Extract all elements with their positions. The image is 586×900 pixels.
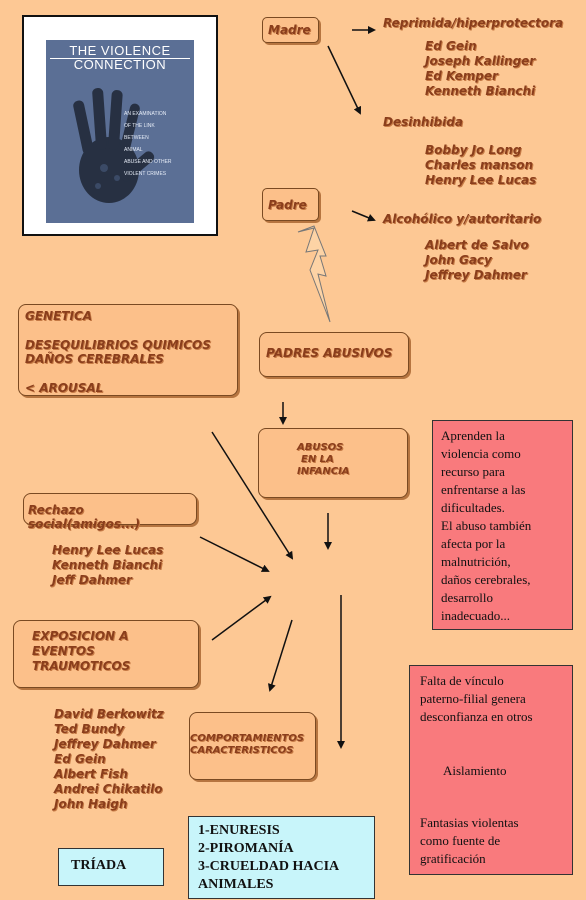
abusos-box	[258, 428, 408, 498]
name-item: Andrei Chikatilo	[54, 782, 163, 796]
exposicion-line1: EXPOSICION A	[32, 629, 129, 643]
padres-abusivos-box	[259, 332, 409, 377]
triada-item: ANIMALES	[198, 877, 274, 892]
genetica-line4: < AROUSAL	[25, 381, 104, 395]
name-item: Henry Lee Lucas	[425, 173, 537, 187]
name-item: Albert Fish	[54, 767, 128, 781]
triada-items-box	[188, 816, 375, 899]
arrow-exposicion-to-center	[212, 597, 270, 640]
book-subtitle-line: BETWEEN	[124, 135, 149, 141]
name-item: John Haigh	[54, 797, 128, 811]
padre-box	[262, 188, 319, 221]
fantasias-line: Fantasias violentas	[420, 815, 519, 830]
abusos-line1: ABUSOS	[297, 442, 344, 453]
triada-item: 2-PIROMANÍA	[198, 841, 294, 856]
name-item: Jeffrey Dahmer	[54, 737, 156, 751]
name-item: Jeffrey Dahmer	[425, 268, 527, 282]
name-item: Joseph Kallinger	[425, 54, 536, 68]
name-item: Ed Gein	[54, 752, 106, 766]
fantasias-line: como fuente de	[420, 833, 501, 848]
book-subtitle-line: OF THE LINK	[124, 123, 155, 129]
genetica-line3: DAÑOS CEREBRALES	[25, 352, 164, 366]
book-cover-image	[22, 15, 218, 236]
book-subtitle-line: ANIMAL	[124, 147, 143, 153]
name-item: Jeff Dahmer	[52, 573, 132, 587]
arrow-center-to-comportamientos	[270, 620, 292, 690]
aprenden-box	[432, 420, 573, 630]
exposicion-line2: EVENTOS	[32, 644, 95, 658]
rechazo-box	[23, 493, 197, 531]
name-item: Ted Bundy	[54, 722, 125, 736]
aprenden-line: Aprenden la	[441, 428, 505, 443]
falta-line: paterno-filial genera	[420, 691, 526, 706]
aprenden-line: dificultades.	[441, 500, 505, 515]
triada-label: TRÍADA	[71, 858, 127, 873]
aprenden-line: inadecuado...	[441, 608, 510, 623]
genetica-line2: DESEQUILIBRIOS QUIMICOS	[25, 338, 211, 352]
reprimida-label: Reprimida/hiperprotectora	[383, 16, 564, 30]
name-item: Kenneth Bianchi	[52, 558, 163, 572]
exposicion-line3: TRAUMOTICOS	[32, 659, 131, 673]
book-subtitle	[124, 108, 190, 180]
triada-item: 1-ENURESIS	[198, 823, 280, 838]
abusos-line3: INFANCIA	[297, 466, 350, 477]
name-item: Charles manson	[425, 158, 534, 172]
aprenden-line: recurso para	[441, 464, 505, 479]
name-item: Bobby Jo Long	[425, 143, 522, 157]
genetica-box	[18, 304, 238, 396]
lightning-bolt-icon	[298, 226, 330, 322]
name-item: John Gacy	[425, 253, 492, 267]
triada-item: 3-CRUELDAD HACIA	[198, 859, 340, 874]
fantasias-line: gratificación	[420, 851, 486, 866]
name-item: David Berkowitz	[54, 707, 164, 721]
name-item: Albert de Salvo	[425, 238, 529, 252]
name-item: Ed Gein	[425, 39, 477, 53]
triada-box	[58, 848, 164, 886]
name-item: Kenneth Bianchi	[425, 84, 536, 98]
arrow-padre-to-alcoholico	[352, 211, 374, 220]
arrow-rechazo-to-center	[200, 537, 268, 571]
falta-text	[420, 672, 533, 726]
comportamientos-line2: CARACTERISTICOS	[190, 745, 294, 756]
aprenden-line: violencia como	[441, 446, 521, 461]
comportamientos-box	[189, 712, 316, 780]
killers-list	[54, 707, 164, 812]
aprenden-line: desarrollo	[441, 590, 493, 605]
desinhibida-label: Desinhibida	[383, 115, 463, 129]
fantasias-text	[420, 814, 519, 868]
madre-box	[262, 17, 319, 43]
aislamiento-label: Aislamiento	[443, 763, 507, 778]
abusos-line2: EN LA	[301, 454, 334, 465]
aprenden-line: malnutrición,	[441, 554, 511, 569]
aprenden-line: afecta por la	[441, 536, 506, 551]
alcoholico-label: Alcohólico y/autoritario	[383, 212, 542, 226]
book-subtitle-line: AN EXAMINATION	[124, 111, 167, 117]
alcoholico-names	[425, 238, 529, 283]
name-item: Ed Kemper	[425, 69, 498, 83]
book-subtitle-line: ABUSE AND OTHER	[124, 159, 172, 165]
book-subtitle-line: VIOLENT CRIMES	[124, 171, 167, 177]
padre-label: Padre	[268, 198, 307, 212]
aprenden-line: enfrentarse a las	[441, 482, 526, 497]
desinhibida-names	[425, 143, 536, 188]
book-title-line1: THE VIOLENCE	[69, 43, 171, 58]
exposicion-box	[13, 620, 199, 688]
genetica-line1: GENETICA	[25, 309, 93, 323]
falta-line: desconfianza en otros	[420, 709, 533, 724]
aprenden-line: daños cerebrales,	[441, 572, 531, 587]
reprimida-names	[425, 39, 535, 99]
rechazo-label: Rechazo social(amigos...)	[28, 503, 141, 531]
book-title-line2: CONNECTION	[73, 57, 167, 72]
rechazo-names	[52, 543, 163, 588]
aprenden-line: El abuso también	[441, 518, 532, 533]
falta-line: Falta de vínculo	[420, 673, 504, 688]
falta-vinculo-box	[409, 665, 573, 875]
comportamientos-line1: COMPORTAMIENTOS	[190, 733, 305, 744]
padres-abusivos-label: PADRES ABUSIVOS	[266, 346, 393, 360]
name-item: Henry Lee Lucas	[52, 543, 164, 557]
madre-label: Madre	[268, 23, 311, 37]
book-cover-art	[46, 40, 194, 223]
arrow-madre-to-desinhibida	[328, 46, 360, 113]
